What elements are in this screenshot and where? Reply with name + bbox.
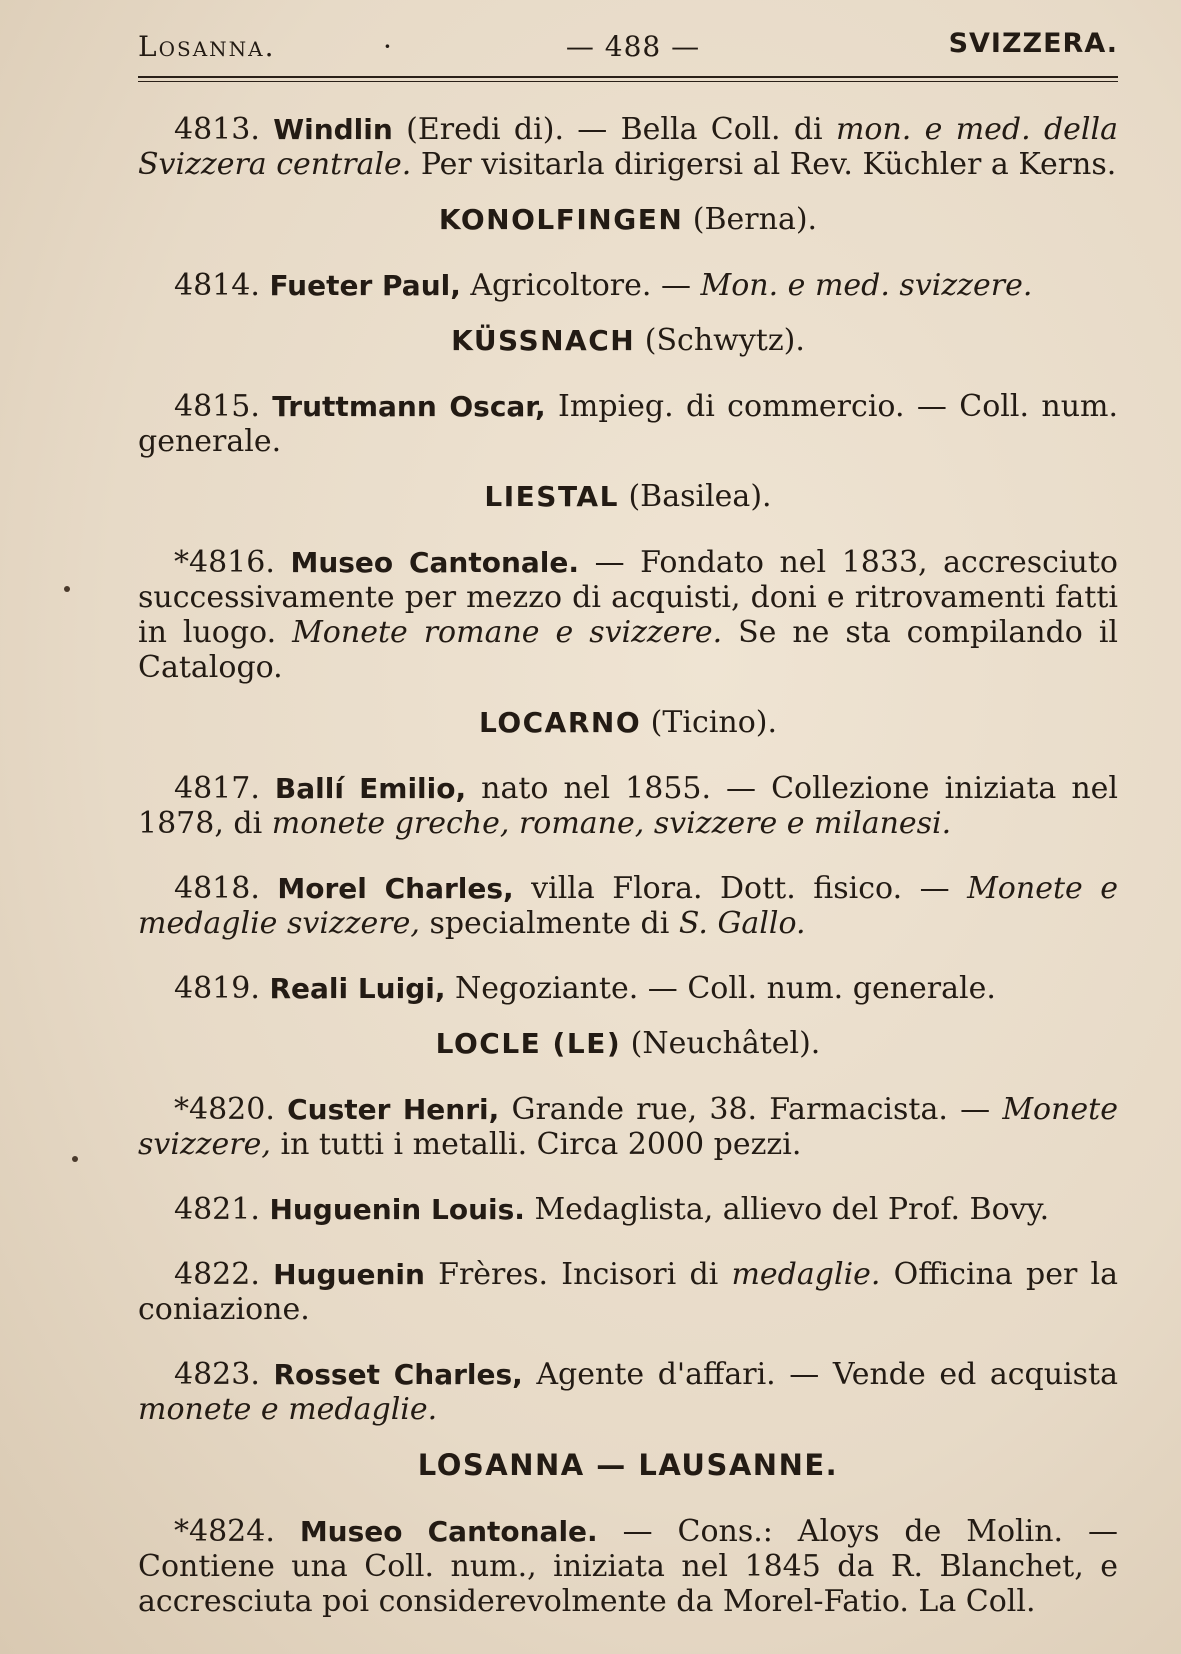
locality-heading-locarno: LOCARNO (Ticino). <box>478 705 778 740</box>
entry-4824: *4824. Museo Cantonale. — Cons.: Aloys de Molin. — Contiene una Coll. num., iniziata nel 1845 da R. Blanchet, e accresciuta poi considerevolmente da Morel-Fatio. La Coll. <box>138 1514 1118 1619</box>
locality-heading-kussnach: KÜSSNACH (Schwytz). <box>451 323 805 358</box>
page-number: — 488 — <box>565 30 701 63</box>
entry-4823: 4823. Rosset Charles, Agente d'affari. — Vende ed acquista monete e medaglie. <box>138 1357 1118 1427</box>
ink-dot-mark <box>64 586 70 592</box>
entry-4814: 4814. Fueter Paul, Agricoltore. — Mon. e med. svizzere. <box>174 268 1033 303</box>
locality-heading-liestal: LIESTAL (Basilea). <box>484 479 772 514</box>
header-rule <box>138 76 1118 82</box>
running-header <box>138 22 1118 70</box>
ink-dot-mark <box>72 1156 78 1162</box>
entry-4819: 4819. Reali Luigi, Negoziante. — Coll. num. generale. <box>174 971 996 1006</box>
entry-4815: 4815. Truttmann Oscar, Impieg. di commercio. — Coll. num. generale. <box>138 389 1118 459</box>
entry-4822: 4822. Huguenin Frères. Incisori di medaglie. Officina per la coniazione. <box>138 1257 1118 1327</box>
header-country: SVIZZERA. <box>948 28 1118 59</box>
entry-4817: 4817. Ballí Emilio, nato nel 1855. — Collezione iniziata nel 1878, di monete greche, romane, svizzere e milanesi. <box>138 771 1118 841</box>
entry-4820: *4820. Custer Henri, Grande rue, 38. Farmacista. — Monete svizzere, in tutti i metalli. Circa 2000 pezzi. <box>138 1092 1118 1162</box>
entry-4818: 4818. Morel Charles, villa Flora. Dott. fisico. — Monete e medaglie svizzere, specialmente di S. Gallo. <box>138 871 1118 941</box>
header-dot: · <box>383 30 393 63</box>
header-city: Losanna. <box>138 30 276 63</box>
entry-4816: *4816. Museo Cantonale. — Fondato nel 1833, accresciuto successivamente per mezzo di acquisti, doni e ritrovamenti fatti in luogo. Monete romane e svizzere. Se ne sta compilando il Catalogo. <box>138 545 1119 685</box>
entry-4821: 4821. Huguenin Louis. Medaglista, allievo del Prof. Bovy. <box>174 1192 1050 1227</box>
entry-4813: 4813. Windlin (Eredi di). — Bella Coll. di mon. e med. della Svizzera centrale. Per visitarla dirigersi al Rev. Küchler a Kerns. <box>138 112 1119 182</box>
locality-heading-konolfingen: KONOLFINGEN (Berna). <box>438 202 818 237</box>
locality-heading-losanna: LOSANNA — LAUSANNE. <box>417 1448 839 1482</box>
book-page <box>138 22 1118 1639</box>
locality-heading-locle: LOCLE (LE) (Neuchâtel). <box>435 1026 821 1061</box>
